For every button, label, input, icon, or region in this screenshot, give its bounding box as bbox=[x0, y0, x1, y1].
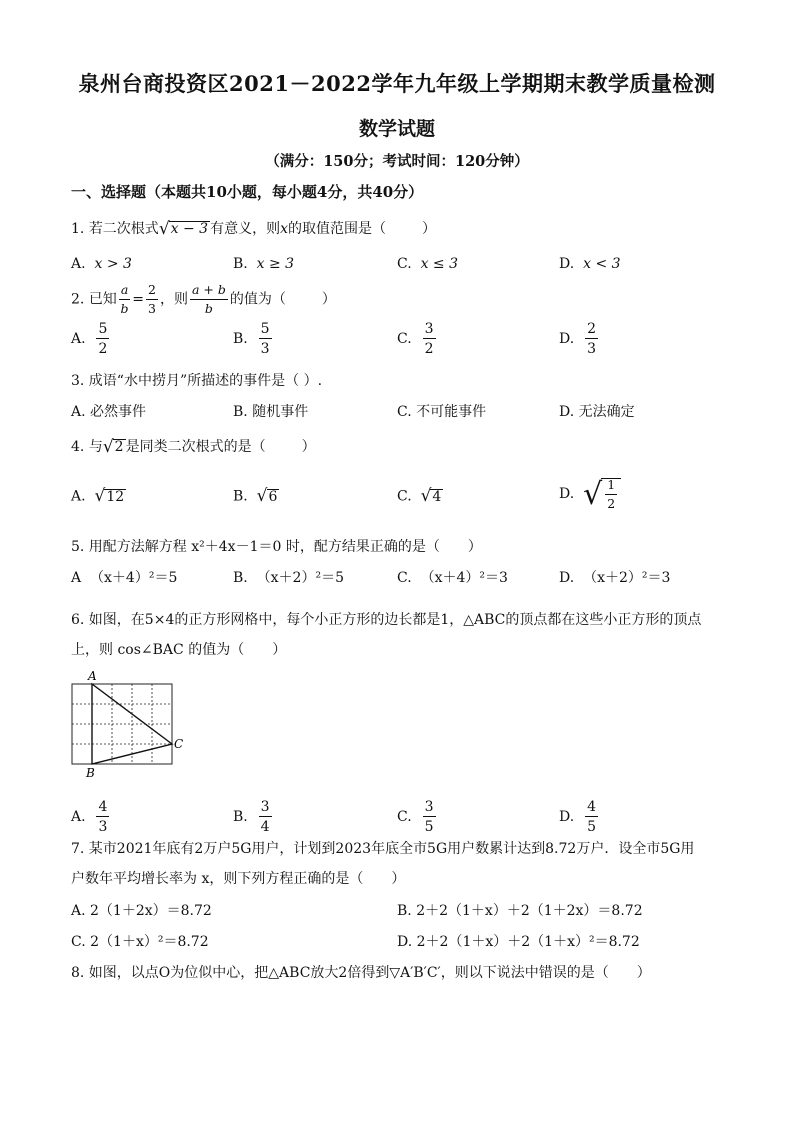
question-5: 5. 用配方法解方程 x²＋4x－1＝0 时，配方结果正确的是（ ） bbox=[71, 539, 482, 555]
q2-text-mid: ，则 bbox=[159, 291, 188, 308]
q6-option-c[interactable]: C. $\frac{3}{5}$ bbox=[397, 799, 434, 835]
vertex-c-label: C bbox=[174, 737, 184, 751]
vertex-a-label: A bbox=[88, 669, 97, 683]
q1-text-post2: 的取值范围是（ bbox=[288, 221, 386, 237]
q4-option-a[interactable]: A. √ 12 bbox=[71, 486, 125, 506]
vertex-b-label: B bbox=[86, 766, 95, 780]
q4-option-b[interactable]: B. √ 6 bbox=[233, 486, 278, 506]
q2-close: ） bbox=[321, 291, 336, 308]
q1-option-b[interactable]: B. x ≥ 3 bbox=[233, 256, 295, 272]
q7-option-c[interactable]: C. 2（1＋x）²＝8.72 bbox=[71, 934, 209, 950]
q5-option-b[interactable]: B. （x＋2）²＝5 bbox=[233, 570, 344, 586]
exam-note: （满分：150分；考试时间：120分钟） bbox=[265, 153, 529, 170]
q4-text-post: 是同类二次根式的是（ bbox=[125, 439, 266, 455]
question-7-line1: 7. 某市2021年底有2万户5G用户，计划到2023年底全市5G用户数累计达到8.72万户．设全市5G用 bbox=[71, 841, 695, 857]
q1-option-d[interactable]: D. x < 3 bbox=[559, 256, 621, 272]
sqrt-symbol: √ 2 bbox=[102, 436, 124, 457]
q1-option-a[interactable]: A. x > 3 bbox=[71, 256, 132, 272]
q4-num: 4. bbox=[71, 439, 85, 455]
q1-var: x bbox=[280, 221, 288, 237]
grid-triangle-figure bbox=[64, 668, 194, 780]
q3-option-b[interactable]: B. 随机事件 bbox=[233, 404, 309, 420]
q2-text-pre: 已知 bbox=[88, 291, 117, 308]
q2-option-c[interactable]: C. $\frac{3}{2}$ bbox=[397, 321, 434, 357]
fraction-a-plus-b-over-b: $\frac{a + b}{b}$ bbox=[191, 282, 226, 316]
q1-radicand: x − 3 bbox=[170, 221, 209, 238]
q1-text-pre: 若二次根式 bbox=[88, 221, 159, 237]
q3-option-c[interactable]: C. 不可能事件 bbox=[397, 404, 487, 420]
q6-option-b[interactable]: B. $\frac{3}{4}$ bbox=[233, 799, 270, 835]
q7-option-a[interactable]: A. 2（1＋2x）＝8.72 bbox=[71, 903, 212, 919]
q4-option-c[interactable]: C. √ 4 bbox=[397, 486, 442, 506]
subject-title: 数学试题 bbox=[358, 118, 435, 140]
fraction-2-over-3: $\frac{2}{3}$ bbox=[148, 282, 156, 316]
q6-option-a[interactable]: A. $\frac{4}{3}$ bbox=[71, 799, 108, 835]
q5-option-c[interactable]: C. （x＋4）²＝3 bbox=[397, 570, 508, 586]
q2-num: 2. bbox=[71, 291, 85, 308]
question-4 bbox=[71, 436, 316, 456]
q4-option-d[interactable]: D. √ $\frac{1}{2}$ bbox=[559, 478, 621, 510]
q1-num: 1. bbox=[71, 221, 85, 237]
q6-option-d[interactable]: D. $\frac{4}{5}$ bbox=[559, 799, 597, 835]
question-3: 3. 成语“水中捞月”所描述的事件是（ ）. bbox=[71, 373, 323, 389]
q2-option-d[interactable]: D. $\frac{2}{3}$ bbox=[559, 321, 597, 357]
q5-option-a[interactable]: A （x＋4）²＝5 bbox=[71, 570, 178, 586]
q7-option-b[interactable]: B. 2＋2（1＋x）＋2（1＋2x）＝8.72 bbox=[397, 903, 643, 919]
q3-option-d[interactable]: D. 无法确定 bbox=[559, 404, 635, 420]
q2-equals: = bbox=[132, 291, 144, 308]
sqrt-symbol: √ x − 3 bbox=[158, 218, 209, 239]
question-6-line2: 上，则 cos∠BAC 的值为（ ） bbox=[71, 642, 287, 658]
q1-text-post: 有意义，则 bbox=[210, 221, 281, 237]
question-2 bbox=[71, 284, 336, 315]
q5-option-d[interactable]: D. （x＋2）²＝3 bbox=[559, 570, 671, 586]
q1-close: ） bbox=[422, 221, 436, 237]
exam-title: 泉州台商投资区2021－2022学年九年级上学期期末教学质量检测 bbox=[78, 71, 716, 96]
question-8: 8. 如图，以点O为位似中心，把△ABC放大2倍得到▽A′B′C′，则以下说法中错误的是（ ） bbox=[71, 965, 651, 981]
q7-option-d[interactable]: D. 2＋2（1＋x）＋2（1＋x）²＝8.72 bbox=[397, 934, 640, 950]
question-1 bbox=[71, 218, 436, 238]
question-7-line2: 户数年平均增长率为 x，则下列方程正确的是（ ） bbox=[71, 871, 406, 887]
q4-text-pre: 与 bbox=[88, 439, 103, 455]
q2-option-a[interactable]: A. $\frac{5}{2}$ bbox=[71, 321, 108, 357]
q1-option-c[interactable]: C. x ≤ 3 bbox=[397, 256, 459, 272]
q2-option-b[interactable]: B. $\frac{5}{3}$ bbox=[233, 321, 270, 357]
q3-option-a[interactable]: A. 必然事件 bbox=[71, 404, 147, 420]
q4-close: ） bbox=[301, 439, 316, 455]
question-6-line1: 6. 如图，在5×4的正方形网格中，每个小正方形的边长都是1，△ABC的顶点都在这些小正方形的顶点 bbox=[71, 612, 702, 628]
section-title: 一、选择题（本题共10小题，每小题4分，共40分） bbox=[71, 183, 424, 201]
q2-text-post: 的值为（ bbox=[229, 291, 286, 308]
fraction-a-over-b: $\frac{a}{b}$ bbox=[120, 282, 129, 316]
